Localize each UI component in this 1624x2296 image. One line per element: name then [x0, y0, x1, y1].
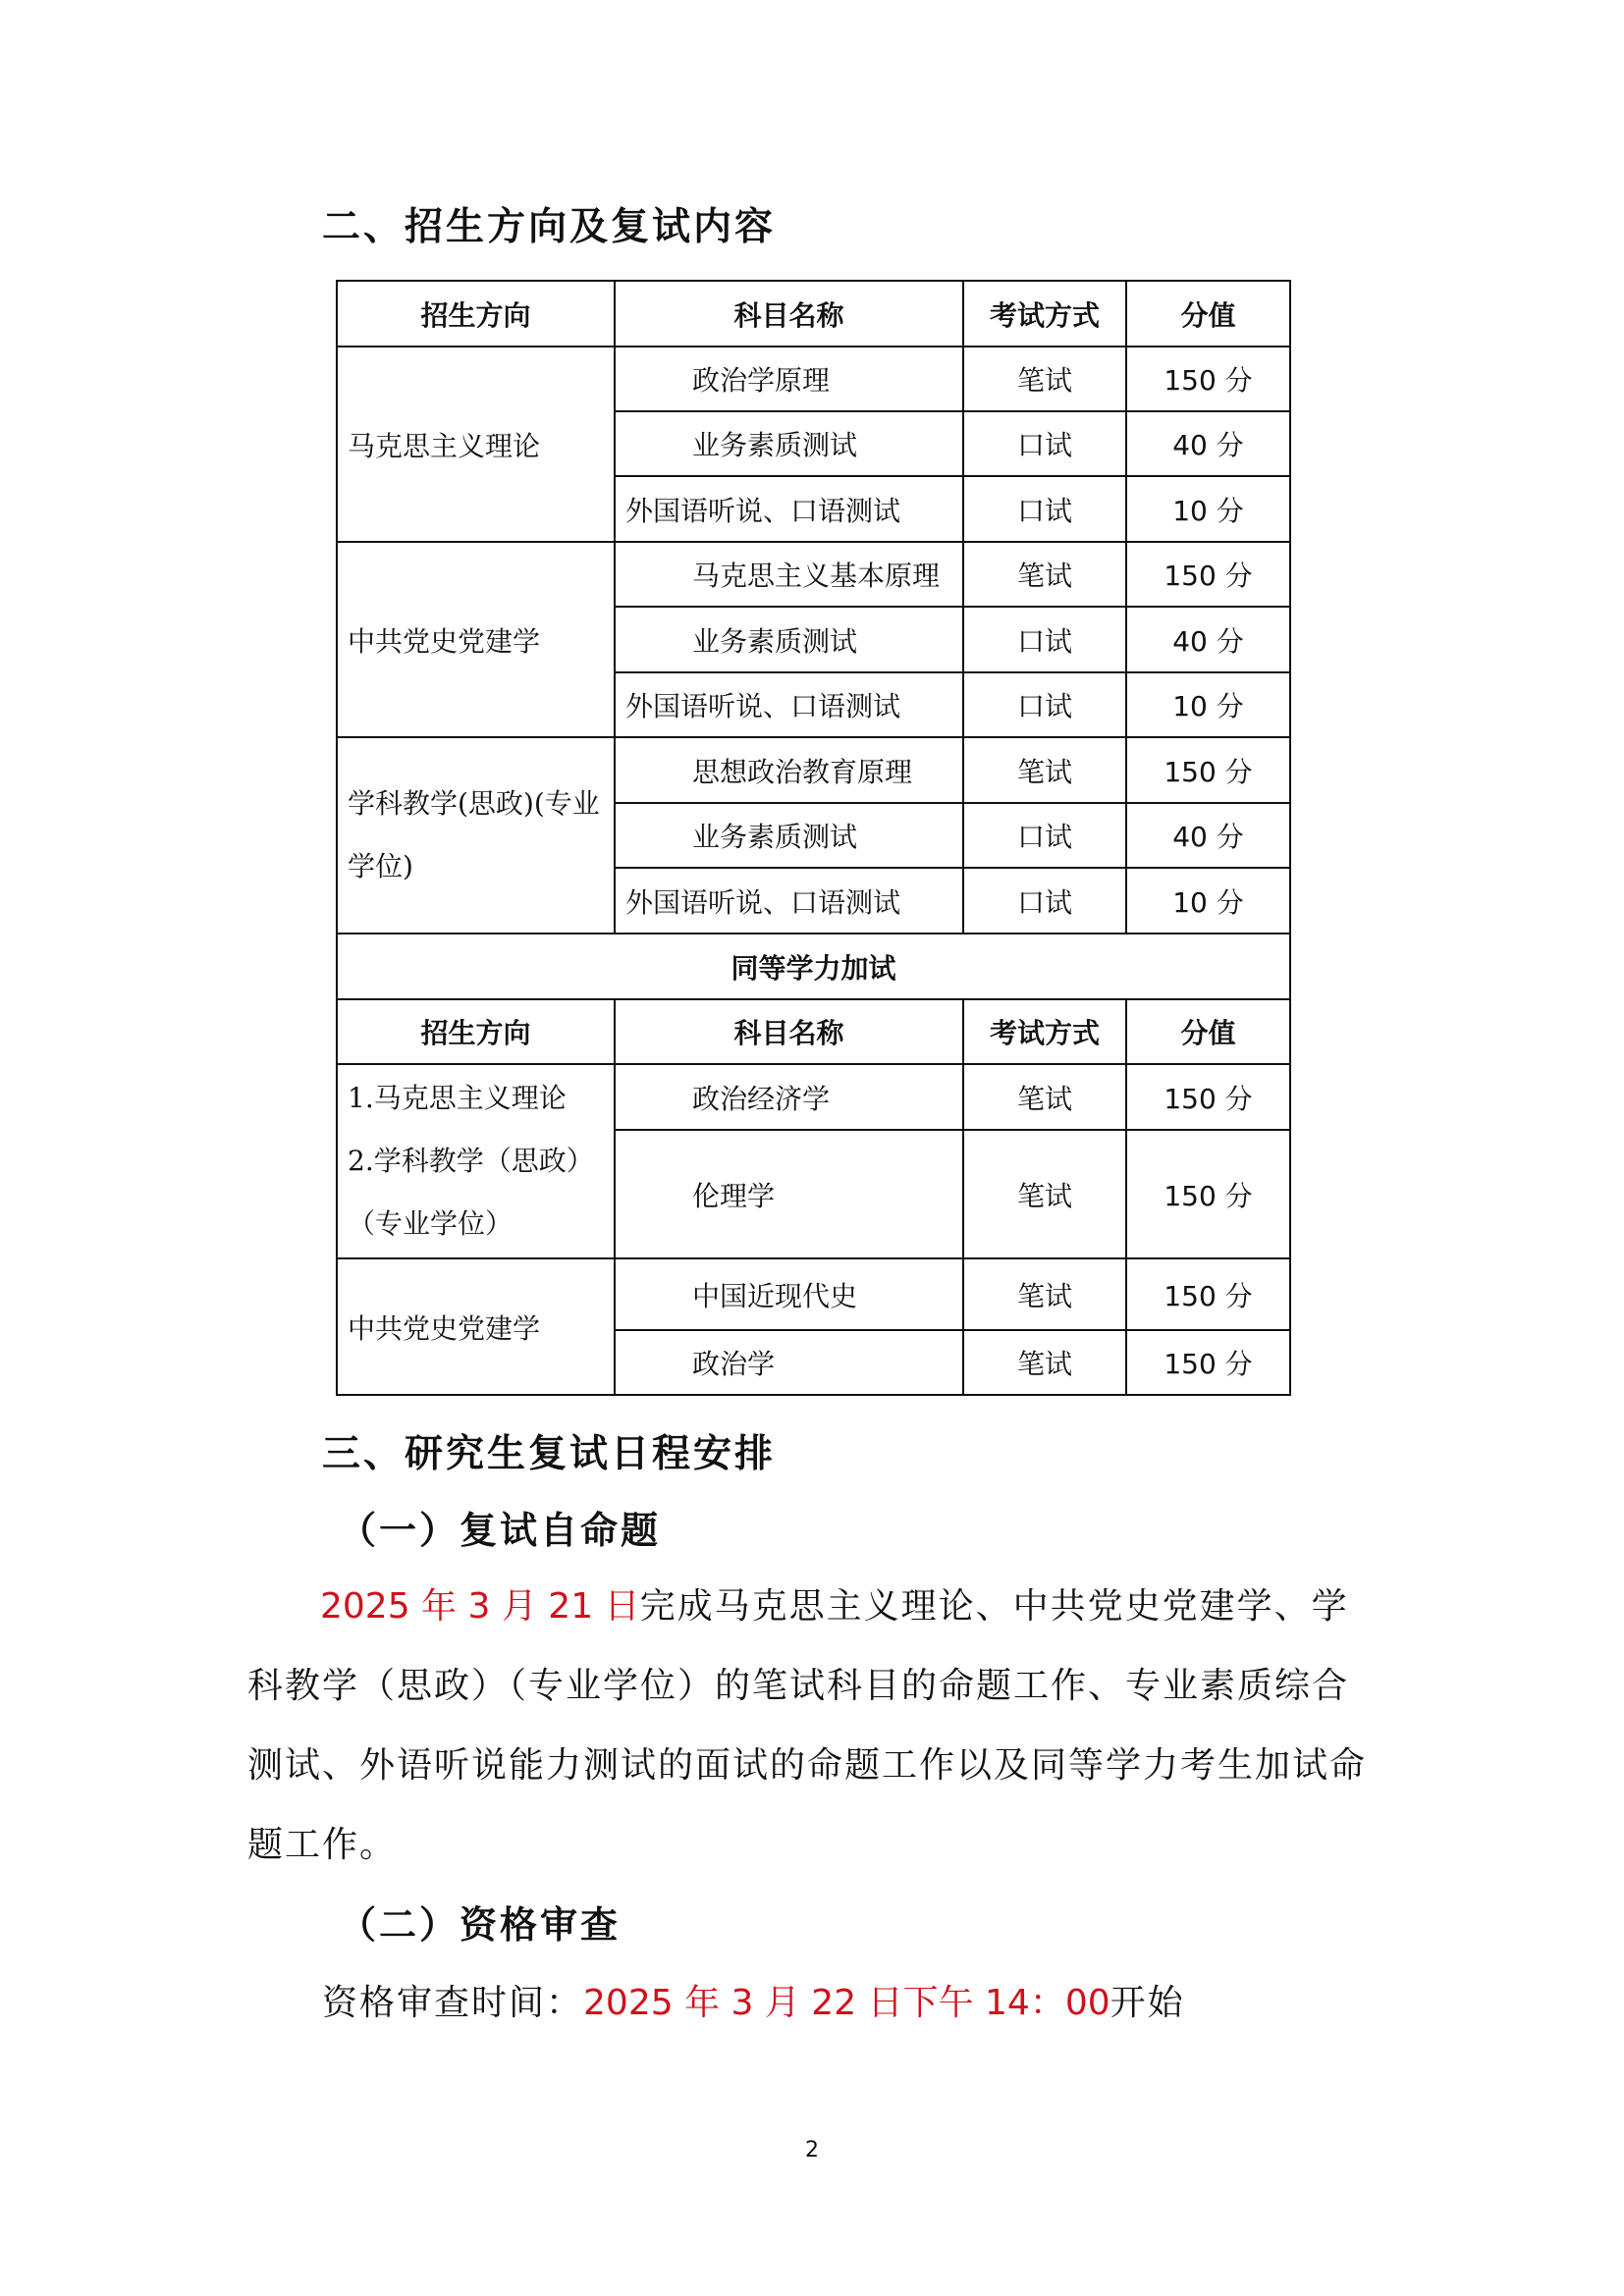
subject-cell: 外国语听说、口语测试	[615, 868, 963, 934]
mode-cell: 笔试	[963, 737, 1126, 803]
direction-line: 1.马克思主义理论	[348, 1082, 567, 1114]
direction-line: （专业学位）	[348, 1207, 514, 1240]
direction-cell: 中共党史党建学	[337, 542, 615, 737]
score-cell: 150 分	[1126, 347, 1290, 411]
mode-cell: 口试	[963, 411, 1126, 476]
table-row	[337, 1064, 1290, 1130]
score-cell: 150 分	[1126, 542, 1290, 607]
header-direction: 招生方向	[337, 281, 615, 347]
subject-text: 政治学原理	[692, 364, 831, 397]
page-number: 2	[805, 2138, 819, 2163]
mode-cell: 口试	[963, 672, 1126, 737]
mode-cell: 口试	[963, 803, 1126, 868]
subject-cell	[615, 542, 963, 607]
score-cell: 150 分	[1126, 1064, 1290, 1130]
score-cell: 150 分	[1126, 1130, 1290, 1258]
review-time: 2025 年 3 月 22 日下午 14：00	[583, 1983, 1110, 2023]
subsection-1-text: 完成马克思主义理论、中共党史党建学、学科教学（思政）（专业学位）的笔试科目的命题工作、专业素质综合测试、外语听说能力测试的面试的命题工作以及同等学力考生加试命题工作。	[247, 1586, 1368, 1865]
section-2-title: 二、招生方向及复试内容	[322, 204, 777, 249]
subject-cell	[615, 607, 963, 672]
table-row	[337, 347, 1290, 411]
subject-text: 马克思主义基本原理	[692, 560, 941, 592]
score-cell: 150 分	[1126, 737, 1290, 803]
mode-cell: 笔试	[963, 347, 1126, 411]
direction-cell	[337, 1064, 615, 1258]
subsection-1-paragraph	[247, 1567, 1377, 1885]
header-mode: 考试方式	[963, 281, 1126, 347]
header-subject: 科目名称	[615, 999, 963, 1064]
score-cell: 10 分	[1126, 476, 1290, 542]
subject-text: 思想政治教育原理	[692, 755, 913, 788]
score-cell: 150 分	[1126, 1258, 1290, 1330]
header-score: 分值	[1126, 281, 1290, 347]
direction-line: 2.学科教学（思政）	[348, 1145, 594, 1177]
header-mode: 考试方式	[963, 999, 1126, 1064]
subject-cell	[615, 347, 963, 411]
subject-cell	[615, 1130, 963, 1258]
equivalent-title-row	[337, 934, 1290, 999]
subject-cell	[615, 803, 963, 868]
header-subject: 科目名称	[615, 281, 963, 347]
review-label: 资格审查时间：	[322, 1983, 584, 2023]
mode-cell: 笔试	[963, 1130, 1126, 1258]
subject-cell: 外国语听说、口语测试	[615, 672, 963, 737]
table-header-row	[337, 281, 1290, 347]
subject-cell	[615, 737, 963, 803]
mode-cell: 笔试	[963, 1064, 1126, 1130]
subject-cell	[615, 1330, 963, 1395]
mode-cell: 笔试	[963, 542, 1126, 607]
subject-text: 伦理学	[692, 1179, 776, 1212]
header-score: 分值	[1126, 999, 1290, 1064]
mode-cell: 笔试	[963, 1330, 1126, 1395]
review-suffix: 开始	[1110, 1983, 1185, 2023]
direction-cell: 学科教学(思政)(专业学位)	[337, 737, 615, 934]
mode-cell: 口试	[963, 476, 1126, 542]
score-cell: 10 分	[1126, 868, 1290, 934]
admission-table	[336, 280, 1291, 1396]
subject-text: 政治经济学	[692, 1082, 831, 1115]
equivalent-title: 同等学力加试	[337, 934, 1290, 999]
subject-cell	[615, 411, 963, 476]
subsection-1-title: （一）复试自命题	[339, 1508, 662, 1552]
direction-cell: 中共党史党建学	[337, 1258, 615, 1395]
subject-text: 业务素质测试	[692, 821, 858, 853]
score-cell: 40 分	[1126, 607, 1290, 672]
subject-text: 中国近现代史	[692, 1279, 858, 1312]
score-cell: 40 分	[1126, 411, 1290, 476]
subject-text: 业务素质测试	[692, 429, 858, 461]
subject-text: 政治学	[692, 1348, 776, 1380]
subsection-2-title: （二）资格审查	[339, 1902, 622, 1947]
table-row	[337, 1258, 1290, 1330]
subject-cell	[615, 1258, 963, 1330]
command-date: 2025 年 3 月 21 日	[320, 1586, 640, 1627]
section-3-title: 三、研究生复试日程安排	[322, 1431, 777, 1476]
mode-cell: 口试	[963, 607, 1126, 672]
equivalent-header-row	[337, 999, 1290, 1064]
direction-cell: 马克思主义理论	[337, 347, 615, 542]
score-cell: 40 分	[1126, 803, 1290, 868]
subject-cell: 外国语听说、口语测试	[615, 476, 963, 542]
table-row	[337, 542, 1290, 607]
score-cell: 10 分	[1126, 672, 1290, 737]
qualification-review-line	[322, 1975, 1185, 2025]
table-row	[337, 737, 1290, 803]
mode-cell: 口试	[963, 868, 1126, 934]
subject-text: 业务素质测试	[692, 624, 858, 658]
subject-cell	[615, 1064, 963, 1130]
score-cell: 150 分	[1126, 1330, 1290, 1395]
mode-cell: 笔试	[963, 1258, 1126, 1330]
header-direction: 招生方向	[337, 999, 615, 1064]
